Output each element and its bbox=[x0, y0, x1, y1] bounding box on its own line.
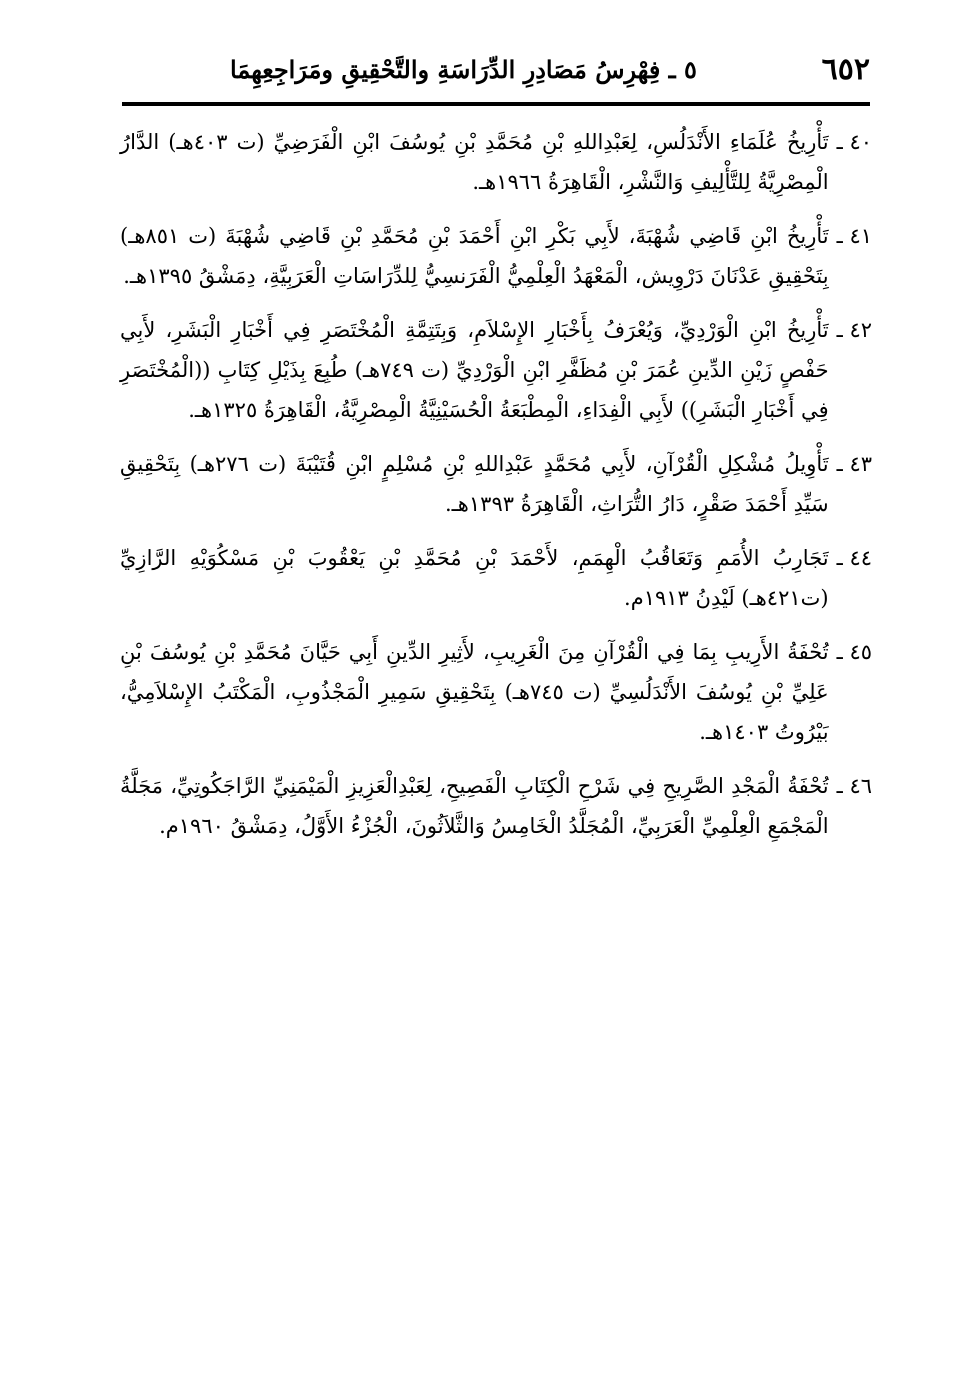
bibliography-entry bbox=[120, 216, 872, 296]
entry-number: ٤٢ ـ bbox=[836, 318, 872, 342]
entry-number: ٤٥ ـ bbox=[836, 640, 872, 664]
header-rule bbox=[122, 102, 870, 106]
page-header bbox=[120, 44, 870, 94]
bibliography-entry bbox=[120, 538, 872, 618]
entry-text: تَأْرِيخُ ابْنِ قَاضِي شُهْبَةَ، لأَبِي بَكْرِ ابْنِ أَحْمَدَ بْنِ مُحَمَّدِ بْنِ قَاضِي شُهْبَةَ (ت ٨٥١هـ) بِتَحْقِيقِ عَدْنَانَ دَرْوِيش، الْمَعْهَدُ الْعِلْمِيُّ الْفَرَنسِيُّ لِلدِّرَاسَاتِ الْعَرَبِيَّةِ، دِمَشْقُ ١٣٩٥هـ. bbox=[120, 224, 829, 288]
running-title: ٥ ـ فِهْرِسُ مَصَادِرِ الدِّرَاسَةِ والتَّحْقِيقِ ومَرَاجِعِهِمَا bbox=[230, 54, 697, 84]
entry-number: ٤٣ ـ bbox=[836, 452, 872, 476]
bibliography-entry bbox=[120, 766, 872, 846]
entry-number: ٤٦ ـ bbox=[836, 774, 872, 798]
bibliography-entry bbox=[120, 444, 872, 524]
bibliography-entry bbox=[120, 632, 872, 752]
entry-text: تَأْرِيخُ ابْنِ الْوَرْدِيِّ، وَيُعْرَفُ بِأَخْبَارِ الإِسْلاَمِ، وَبِتَتِمَّةِ الْمُخْتَصَرِ فِي أَخْبَارِ الْبَشَرِ، لأَبِي حَفْصٍ زَيْنِ الدِّينِ عُمَرَ بْنِ مُظَفَّرِ ابْنِ الْوَرْدِيِّ (ت ٧٤٩هـ) طُبِعَ بِذَيْلِ كِتَابِ ((الْمُخْتَصَرِ فِي أَخْبَارِ الْبَشَرِ)) لأَبِي الْفِدَاءِ، الْمِطْبَعَةُ الْحُسَيْنِيَّةُ الْمِصْرِيَّةُ، الْقَاهِرَةُ ١٣٢٥هـ. bbox=[120, 318, 829, 422]
entry-number: ٤٠ ـ bbox=[836, 130, 872, 154]
page-number: ٦٥٢ bbox=[821, 51, 870, 87]
entry-text: تَجَارِبُ الأُمَمِ وَتَعَاقُبُ الْهِمَمِ، لأَحْمَدَ بْنِ مُحَمَّدِ بْنِ يَعْقُوبَ بْنِ مَسْكُوَيْهِ الرَّازِيِّ (ت٤٢١هـ) لَيْدِنُ ١٩١٣م. bbox=[120, 546, 829, 610]
entry-text: تَأْرِيخُ عُلَمَاءِ الأَنْدَلُسِ، لِعَبْدِاللهِ بْنِ مُحَمَّدِ بْنِ يُوسُفَ ابْنِ الْفَرَضِيِّ (ت ٤٠٣هـ) الدَّارُ الْمِصْرِيَّةُ لِلتَّأْلِيفِ وَالنَّشْرِ، الْقَاهِرَةُ ١٩٦٦هـ. bbox=[120, 130, 829, 194]
entry-number: ٤٤ ـ bbox=[836, 546, 872, 570]
entry-text: تَأْوِيلُ مُشْكِلِ الْقُرْآنِ، لأَبِي مُحَمَّدٍ عَبْدِاللهِ بْنِ مُسْلِمٍ ابْنِ قُتَيْبَةَ (ت ٢٧٦هـ) بِتَحْقِيقِ سَيِّدِ أَحْمَدَ صَقْرٍ، دَارُ التُّرَاثِ، الْقَاهِرَةُ ١٣٩٣هـ. bbox=[120, 452, 829, 516]
entry-number: ٤١ ـ bbox=[836, 224, 872, 248]
bibliography-list bbox=[120, 122, 872, 860]
bibliography-entry bbox=[120, 122, 872, 202]
entry-text: تُحْفَةُ الْمَجْدِ الصَّرِيحِ فِي شَرْحِ الْكِتَابِ الْفَصِيحِ، لِعَبْدِالْعَزِيزِ الْمَيْمَنِيِّ الرَّاجَكُوتِيِّ، مَجَلَّةُ الْمَجْمَعِ الْعِلْمِيِّ الْعَرَبِيِّ، الْمُجَلَّدُ الْخَامِسُ وَالثَّلاَثُونَ، الْجُزْءُ الأَوَّلُ، دِمَشْقُ ١٩٦٠م. bbox=[120, 774, 829, 838]
entry-text: تُحْفَةُ الأَرِيبِ بِمَا فِي الْقُرْآنِ مِنَ الْغَرِيبِ، لأَثِيرِ الدِّينِ أَبِي حَيَّانَ مُحَمَّدِ بْنِ يُوسُفَ بْنِ عَلِيِّ بْنِ يُوسُفَ الأَنْدَلُسِيِّ (ت ٧٤٥هـ) بِتَحْقِيقِ سَمِيرِ الْمَجْذُوبِ، الْمَكْتَبُ الإِسْلاَمِيُّ، بَيْرُوتُ ١٤٠٣هـ. bbox=[120, 640, 829, 744]
bibliography-entry bbox=[120, 310, 872, 430]
